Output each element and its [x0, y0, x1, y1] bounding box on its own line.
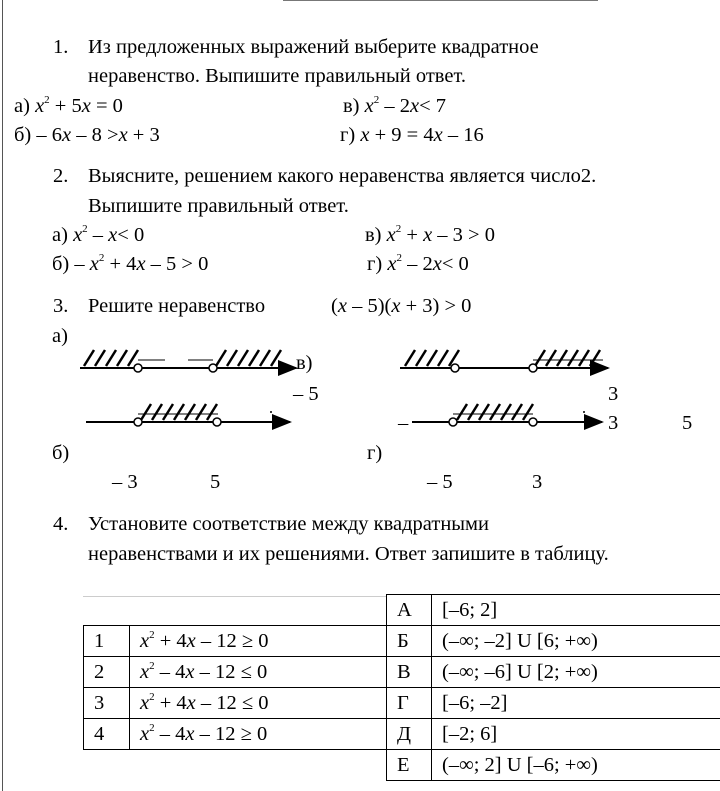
- q2-number: 2.: [53, 165, 69, 187]
- row-inequality: $x^2 - 4x - 12 \ge 0$: [130, 719, 387, 750]
- axis-a-value-minus5: – 5: [293, 383, 319, 405]
- q4-text-line2: неравенствами и их решениями. Ответ запишите в таблицу.: [88, 543, 609, 565]
- axis-b-value-5: 5: [210, 471, 221, 493]
- number-line-a: [80, 350, 296, 372]
- q3-label-g: г): [367, 442, 383, 464]
- table-row: [84, 719, 387, 750]
- row-number: 1: [84, 626, 130, 657]
- q2-option-v: в) $x^2 + x - 3 > 0$: [365, 223, 495, 246]
- row-letter: А: [387, 595, 432, 626]
- row-letter: Г: [387, 688, 432, 719]
- row-number: 3: [84, 688, 130, 719]
- q3-label-b: б): [52, 442, 70, 464]
- row-number: 2: [84, 657, 130, 688]
- axis-g-value-3: 3: [608, 412, 619, 434]
- row-inequality: $x^2 + 4x - 12 \le 0$: [130, 688, 387, 719]
- q1-text-line1: Из предложенных выражений выберите квадратное: [88, 36, 539, 58]
- axis-g-value-5: 5: [682, 412, 693, 434]
- q1-option-g: г) x + 9 = 4x – 16: [340, 124, 484, 146]
- q1-option-a: а) $x^2 + 5x = 0$: [14, 94, 123, 117]
- axis-g-value-3b: 3: [532, 471, 543, 493]
- q2-option-g: г) $x^2 - 2x< 0$: [367, 252, 469, 275]
- row-answer: [–6; 2]: [432, 595, 720, 626]
- axis-v-value-3: 3: [608, 383, 619, 405]
- row-letter: В: [387, 657, 432, 688]
- q4-text-line1: Установите соответствие между квадратными: [88, 513, 490, 535]
- row-answer: (–∞; –2] U [6; +∞): [432, 626, 720, 657]
- q1-option-b: б) – 6x – 8 >x + 3: [14, 124, 160, 146]
- table-row: [84, 626, 387, 657]
- table-empty-header: [83, 596, 386, 625]
- q3-text: Решите неравенство: [88, 295, 266, 317]
- q3-label-v: в): [296, 352, 313, 374]
- table-row: [387, 750, 720, 781]
- row-inequality: $x^2 + 4x - 12 \ge 0$: [130, 626, 387, 657]
- row-inequality: $x^2 - 4x - 12 \le 0$: [130, 657, 387, 688]
- row-letter: Б: [387, 626, 432, 657]
- q2-option-a: а) $x^2 - x< 0$: [52, 223, 145, 246]
- row-letter: Д: [387, 719, 432, 750]
- q4-number: 4.: [53, 513, 69, 535]
- table-row: [387, 688, 720, 719]
- row-letter: Е: [387, 750, 432, 781]
- row-answer: [–6; –2]: [432, 688, 720, 719]
- row-answer: [–2; 6]: [432, 719, 720, 750]
- table-row: [387, 719, 720, 750]
- q1-option-v: в) $x^2 - 2x< 7$: [343, 94, 447, 117]
- axis-g-dash: –: [398, 412, 409, 434]
- q2-text-line1: Выясните, решением какого неравенства является число2.: [88, 165, 597, 187]
- q2-option-b: $б) - x^2 + 4x - 5 > 0$: [52, 252, 209, 275]
- q3-label-a: а): [52, 325, 68, 347]
- row-number: 4: [84, 719, 130, 750]
- q1-number: 1.: [53, 36, 69, 58]
- number-line-b: [86, 404, 290, 426]
- q3-number: 3.: [53, 295, 69, 317]
- q1-text-line2: неравенство. Выпишите правильный ответ.: [88, 65, 466, 87]
- table-row: [387, 595, 720, 626]
- table-row: [387, 626, 720, 657]
- q2-text-line2: Выпишите правильный ответ.: [88, 195, 349, 217]
- table-row: [387, 657, 720, 688]
- row-answer: (–∞; 2] U [–6; +∞): [432, 750, 720, 781]
- number-line-v: [400, 350, 608, 372]
- table-row: [84, 657, 387, 688]
- solutions-table: [386, 594, 720, 781]
- row-answer: (–∞; –6] U [2; +∞): [432, 657, 720, 688]
- number-line-g: [412, 404, 602, 426]
- inequalities-table: [83, 625, 387, 750]
- q3-inequality: (x – 5)(x + 3) > 0: [331, 295, 472, 317]
- axis-b-value-minus3: – 3: [112, 471, 138, 493]
- axis-g-value-minus5: – 5: [427, 471, 453, 493]
- table-row: [84, 688, 387, 719]
